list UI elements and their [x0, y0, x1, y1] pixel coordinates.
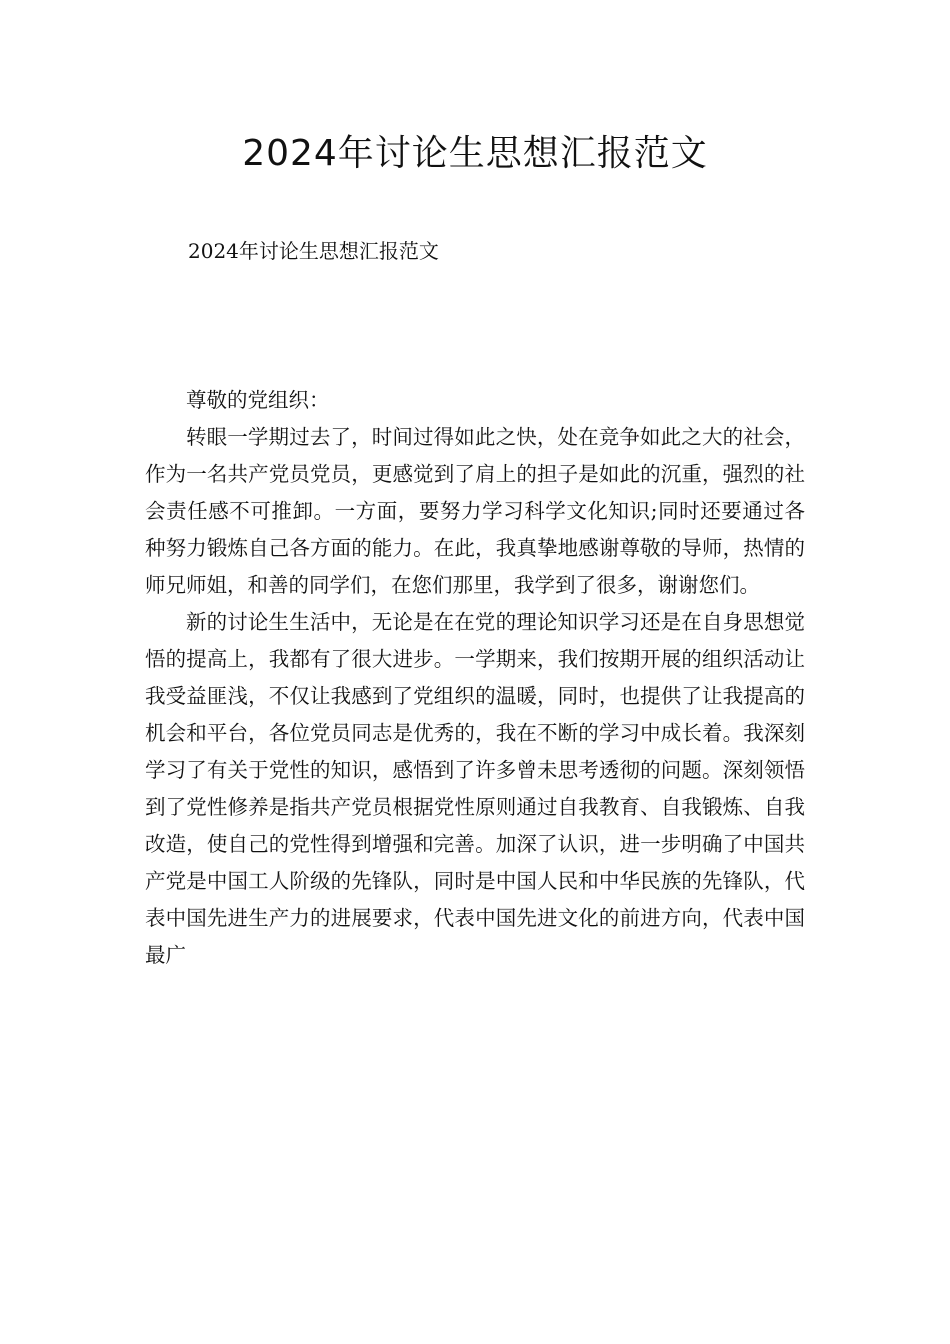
document-body	[145, 382, 805, 974]
paragraph: 转眼一学期过去了，时间过得如此之快，处在竞争如此之大的社会，作为一名共产党员党员，更感觉到了肩上的担子是如此的沉重，强烈的社会责任感不可推卸。一方面，要努力学习科学文化知识;同时还要通过各种努力锻炼自己各方面的能力。在此，我真挚地感谢尊敬的导师，热情的师兄师姐，和善的同学们，在您们那里，我学到了很多，谢谢您们。	[145, 425, 805, 597]
document-subtitle: 2024年讨论生思想汇报范文	[188, 239, 439, 263]
page-title: 2024年讨论生思想汇报范文	[242, 133, 708, 174]
salutation: 尊敬的党组织：	[186, 388, 330, 412]
paragraph: 新的讨论生生活中，无论是在在党的理论知识学习还是在自身思想觉悟的提高上，我都有了很大进步。一学期来，我们按期开展的组织活动让我受益匪浅，不仅让我感到了党组织的温暖，同时，也提供了让我提高的机会和平台，各位党员同志是优秀的，我在不断的学习中成长着。我深刻学习了有关于党性的知识，感悟到了许多曾未思考透彻的问题。深刻领悟到了党性修养是指共产党员根据党性原则通过自我教育、自我锻炼、自我改造，使自己的党性得到增强和完善。加深了认识，进一步明确了中国共产党是中国工人阶级的先锋队，同时是中国人民和中华民族的先锋队，代表中国先进生产力的进展要求，代表中国先进文化的前进方向，代表中国最广	[145, 610, 805, 967]
